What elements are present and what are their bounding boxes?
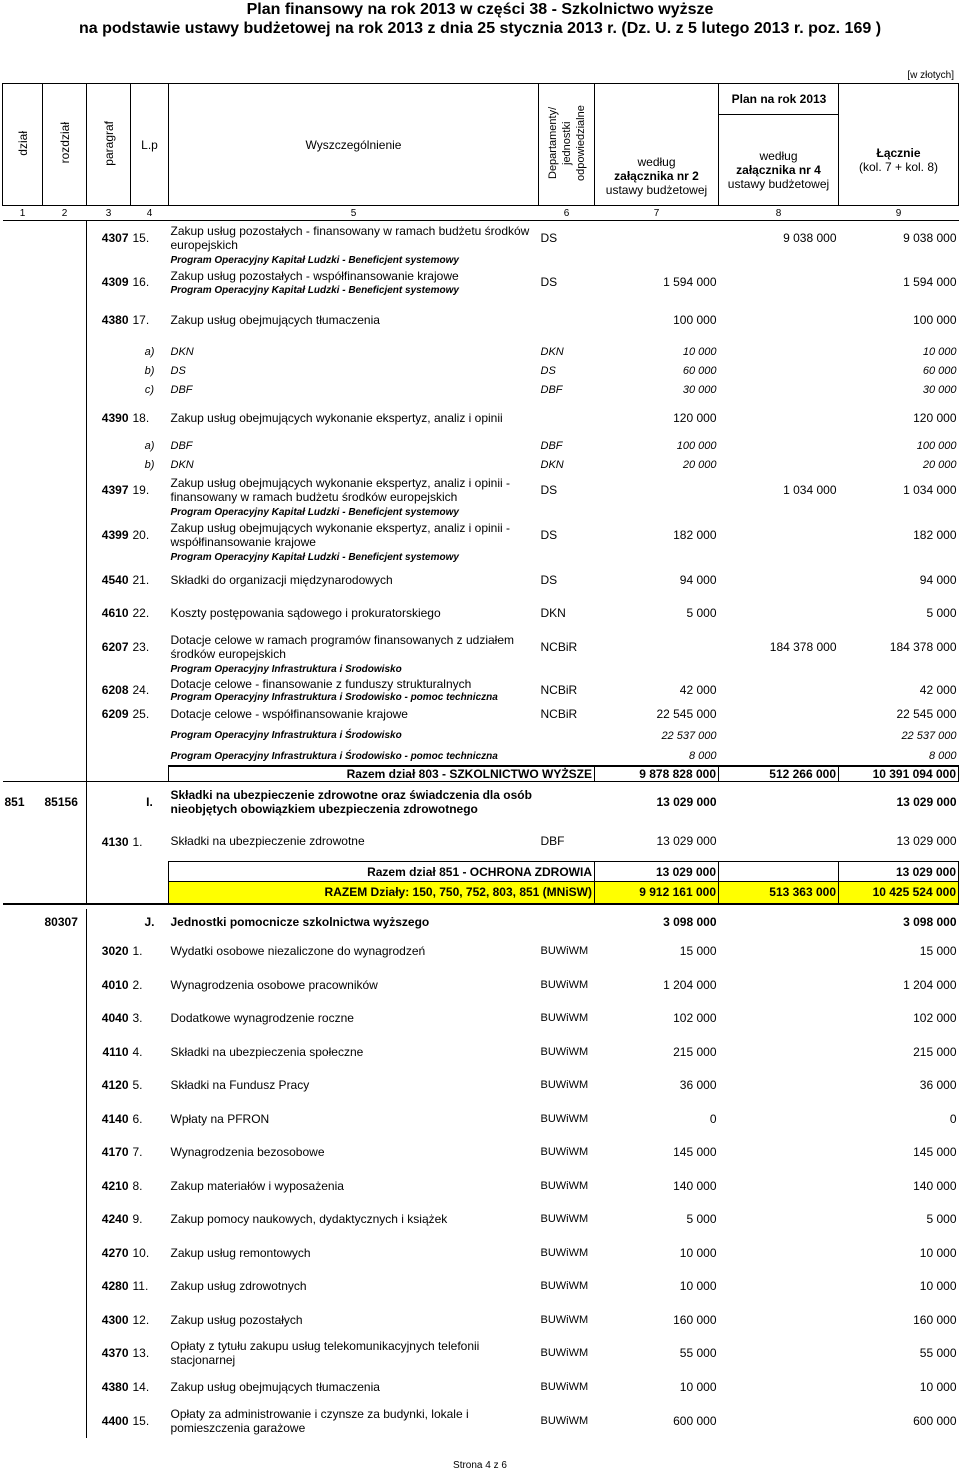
- rows-j: [3, 935, 959, 1438]
- grand-total-row: RAZEM Działy: 150, 750, 752, 803, 851 (MNiSW) 9 912 161 000 513 363 000 10 425 524 000: [3, 882, 959, 904]
- plan-header: Plan na rok 2013: [719, 84, 839, 115]
- table-row: 4270 10. Zakup usług remontowych BUWiWM 10 000 10 000: [3, 1236, 959, 1270]
- unit-label: [w złotych]: [907, 70, 954, 81]
- table-row: 4280 11. Zakup usług zdrowotnych BUWiWM 10 000 10 000: [3, 1270, 959, 1304]
- table-row: 4540 21. Składki do organizacji międzynarodowych DS 94 000 94 000: [3, 564, 959, 596]
- table-row: 4397 19. Zakup usług obejmujących wykonanie ekspertyz, analiz i opinii - finansowany w ramach budżetu środków europejskich DS 1 034 000 1 034 000: [3, 474, 959, 506]
- table-row: 4010 2. Wynagrodzenia osobowe pracowników BUWiWM 1 204 000 1 204 000: [3, 968, 959, 1002]
- sub-row: Program Operacyjny Infrastruktura i Środowisko - pomoc techniczna 8 000 8 000: [3, 748, 959, 766]
- col-lacznie-header: Łącznie (kol. 7 + kol. 8): [839, 84, 959, 206]
- col-zal2-header: według załącznika nr 2 ustawy budżetowej: [595, 84, 719, 206]
- header-row: [3, 84, 959, 206]
- table-row: 4110 4. Składki na ubezpieczenia społeczne BUWiWM 215 000 215 000: [3, 1035, 959, 1069]
- table-row: 6209 25. Dotacje celowe - współfinansowanie krajowe NCBiR 22 545 000 22 545 000: [3, 704, 959, 724]
- table-row: 4309 16. Zakup usług pozostałych - współfinansowanie krajowe DS 1 594 000 1 594 000: [3, 267, 959, 285]
- table-row: 6208 24. Dotacje celowe - finansowanie z funduszy strukturalnych NCBiR 42 000 42 000: [3, 676, 959, 692]
- table-row: 4380 14. Zakup usług obejmujących tłumaczenia BUWiWM 10 000 10 000: [3, 1370, 959, 1404]
- sub-row: Program Operacyjny Infrastruktura i Środowisko 22 537 000 22 537 000: [3, 724, 959, 748]
- table-row: 4400 15. Opłaty za administrowanie i czynsze za budynki, lokale i pomieszczenia garażowe BUWiWM 600 000 600 000: [3, 1404, 959, 1438]
- table-row: 4307 15. Zakup usług pozostałych - finansowany w ramach budżetu środków europejskich DS 9 038 000 9 038 000: [3, 221, 959, 255]
- document-subtitle: na podstawie ustawy budżetowej na rok 2013 z dnia 25 stycznia 2013 r. (Dz. U. z 5 lutego 2013 r. poz. 169 ): [78, 20, 882, 37]
- table-row: 3020 1. Wydatki osobowe niezaliczone do wynagrodzeń BUWiWM 15 000 15 000: [3, 935, 959, 969]
- section-row-80307: 80307 J. Jednostki pomocnicze szkolnictwa wyższego 3 098 000 3 098 000: [3, 909, 959, 935]
- budget-table: dział rozdział paragraf L.p Wyszczególnienie Departamenty/ jednostki odpowiedzialne według załącznika nr 2 ustawy budżetowej Plan na rok 2013 według załącznika nr 4 ustawy budżetowej Łącznie (kol. 7 + kol. 8) 1 2 3 4 5 6 7 8 9 4307 15. Zakup usług pozostałych - finansowany w ramach budżetu środków europejskich DS 9 038 000 9 038 000 Program Operacyjny Kapitał Ludzki - Beneficjent systemowy 4309 16. Zakup usług pozostałych - współfinansowanie krajowe DS 1 594 000 1 594 000 Program Operacyjny Kapitał Ludzki - Beneficjent systemowy 4380 17. Zakup usług obejmujących tłumaczenia 100 000 100 000 a) DKN DKN 10 000 10 000 b) DS DS 60 000 60 000 c) DBF DBF 30 000 30 000 4390 18. Zakup usług obejmujących wykonanie ekspertyz, analiz i opinii 120 000 120 000 a) DBF DBF 100 000 100 000 b) DKN DKN 20 000 20 000 4397 19. Zakup usług obejmujących wykonanie ekspertyz, analiz i opinii - finansowany w ramach budżetu środków europejskich DS 1 034 000 1 034 000 Program Operacyjny Kapitał Ludzki - Beneficjent systemowy 4399 20. Zakup usług obejmujących wykonanie ekspertyz, analiz i opinii - współfinansowanie krajowe DS 182 000 182 000 Program Operacyjny Kapitał Ludzki - Beneficjent systemowy 4540 21. Składki do organizacji międzynarodowych DS 94 000 94 000 4610 22. Koszty postępowania sądowego i prokuratorskiego DKN 5 000 5 000 6207 23. Dotacje celowe w ramach programów finansowanych z udziałem środków europejskich NCBiR 184 378 000 184 378 000 Program Operacyjny Infrastruktura i Środowisko 6208 24. Dotacje celowe - finansowanie z funduszy strukturalnych NCBiR 42 000 42 000 Program Operacyjny Infrastruktura i Środowisko - pomoc techniczna 6209 25. Dotacje celowe - współfinansowanie krajowe NCBiR 22 545 000 22 545 000 Program Operacyjny Infrastruktura i Środowisko 22 537 000 22 537 000 Program Operacyjny Infrastruktura i Środowisko - pomoc techniczna 8 000 8 000 Razem dział 803 - SZKOLNICTWO WYŻSZE 9 878 828 000 512 266 000 10 391 094 000 851 85156 I. Składki na ubezpieczenie zdrowotne oraz świadczenia dla osób nieobjętych obowiązkiem ubezpieczenia zdrowotnego 13 029 000 13 029 000 4130 1. Składki na ubezpieczenie zdrowotne DBF 13 029 000 13 029 000 Razem dział 851 - OCHRONA ZDROWIA 13 029 000 13 029 000 RAZEM Działy: 150, 750, 752, 803, 851 (MNiSW) 9 912 161 000 513 363 000 10 425 524 000 80307 J. Jednostki pomocnicze szkolnictwa wyższego 3 098 000 3 098 000 3020 1. Wydatki osobowe niezaliczone do wynagrodzeń BUWiWM 15 000 15 000 4010 2. Wynagrodzenia osobowe pracowników BUWiWM 1 204 000 1 204 000 4040 3. Dodatkowe wynagrodzenie roczne BUWiWM 102 000 102 000 4110 4. Składki na ubezpieczenia społeczne BUWiWM 215 000 215 000 4120 5. Składki na Fundusz Pracy BUWiWM 36 000 36 000 4140 6. Wpłaty na PFRON BUWiWM 0 0 4170 7. Wynagrodzenia bezosobowe BUWiWM 145 000 145 000 4210 8. Zakup materiałów i wyposażenia BUWiWM 140 000 140 000 4240 9. Zakup pomocy naukowych, dydaktycznych i książek BUWiWM 5 000 5 000 4270 10. Zakup usług remontowych BUWiWM 10 000 10 000 4280 11. Zakup usług zdrowotnych BUWiWM 10 000 10 000 4300 12. Zakup usług pozostałych BUWiWM 160 000 160 000 4370 13. Opłaty z tytułu zakupu usług telekomunikacyjnych telefonii stacjonarnej BUWiWM 55 000 55 000 4380 14. Zakup usług obejmujących tłumaczenia BUWiWM 10 000 10 000 4400 15. Opłaty za administrowanie i czynsze za budynki, lokale i pomieszczenia garażowe BUWiWM 600 000 600 000: [2, 83, 959, 1438]
- table-row: 4610 22. Koszty postępowania sądowego i prokuratorskiego DKN 5 000 5 000: [3, 596, 959, 630]
- sub-row: c) DBF DBF 30 000 30 000: [3, 381, 959, 400]
- table-row: 4380 17. Zakup usług obejmujących tłumaczenia 100 000 100 000: [3, 297, 959, 343]
- table-row: 4130 1. Składki na ubezpieczenie zdrowotne DBF 13 029 000 13 029 000: [3, 822, 959, 862]
- sub-row: a) DBF DBF 100 000 100 000: [3, 436, 959, 456]
- col-departamenty-header: Departamenty/ jednostki odpowiedzialne: [539, 84, 595, 206]
- sub-row: a) DKN DKN 10 000 10 000: [3, 343, 959, 362]
- table-row: 4390 18. Zakup usług obejmujących wykonanie ekspertyz, analiz i opinii 120 000 120 000: [3, 400, 959, 436]
- document-title: Plan finansowy na rok 2013 w części 38 - Szkolnictwo wyższe: [246, 1, 714, 18]
- table-row: 4240 9. Zakup pomocy naukowych, dydaktycznych i książek BUWiWM 5 000 5 000: [3, 1203, 959, 1237]
- table-row: 4399 20. Zakup usług obejmujących wykonanie ekspertyz, analiz i opinii - współfinansowanie krajowe DS 182 000 182 000: [3, 519, 959, 551]
- page-footer: Strona 4 z 6: [453, 1460, 507, 1471]
- col-paragraf-header: paragraf: [87, 84, 131, 206]
- total-row-851: Razem dział 851 - OCHRONA ZDROWIA 13 029 000 13 029 000: [3, 862, 959, 882]
- sub-row: b) DS DS 60 000 60 000: [3, 362, 959, 381]
- table-row: 4140 6. Wpłaty na PFRON BUWiWM 0 0: [3, 1102, 959, 1136]
- table-row: 4370 13. Opłaty z tytułu zakupu usług telekomunikacyjnych telefonii stacjonarnej BUWiWM 55 000 55 000: [3, 1337, 959, 1371]
- col-zal4-header: Plan na rok 2013 według załącznika nr 4 ustawy budżetowej: [719, 84, 839, 206]
- table-row: 4300 12. Zakup usług pozostałych BUWiWM 160 000 160 000: [3, 1303, 959, 1337]
- column-number-row: 1 2 3 4 5 6 7 8 9: [3, 206, 959, 221]
- table-row: 4040 3. Dodatkowe wynagrodzenie roczne BUWiWM 102 000 102 000: [3, 1002, 959, 1036]
- table-row: 4170 7. Wynagrodzenia bezosobowe BUWiWM 145 000 145 000: [3, 1136, 959, 1170]
- table-row: 4210 8. Zakup materiałów i wyposażenia BUWiWM 140 000 140 000: [3, 1169, 959, 1203]
- table-row: 6207 23. Dotacje celowe w ramach programów finansowanych z udziałem środków europejskich NCBiR 184 378 000 184 378 000: [3, 630, 959, 664]
- col-rozdzial-header: rozdział: [43, 84, 87, 206]
- section-row-851: 851 85156 I. Składki na ubezpieczenie zdrowotne oraz świadczenia dla osób nieobjętych obowiązkiem ubezpieczenia zdrowotnego 13 029 000 13 029 000: [3, 782, 959, 822]
- total-row-803: Razem dział 803 - SZKOLNICTWO WYŻSZE 9 878 828 000 512 266 000 10 391 094 000: [3, 766, 959, 782]
- col-lp-header: L.p: [131, 84, 169, 206]
- col-dzial-header: dział: [3, 84, 43, 206]
- col-wyszczegolnienie-header: Wyszczególnienie: [169, 84, 539, 206]
- table-row: 4120 5. Składki na Fundusz Pracy BUWiWM 36 000 36 000: [3, 1069, 959, 1103]
- sub-row: b) DKN DKN 20 000 20 000: [3, 456, 959, 474]
